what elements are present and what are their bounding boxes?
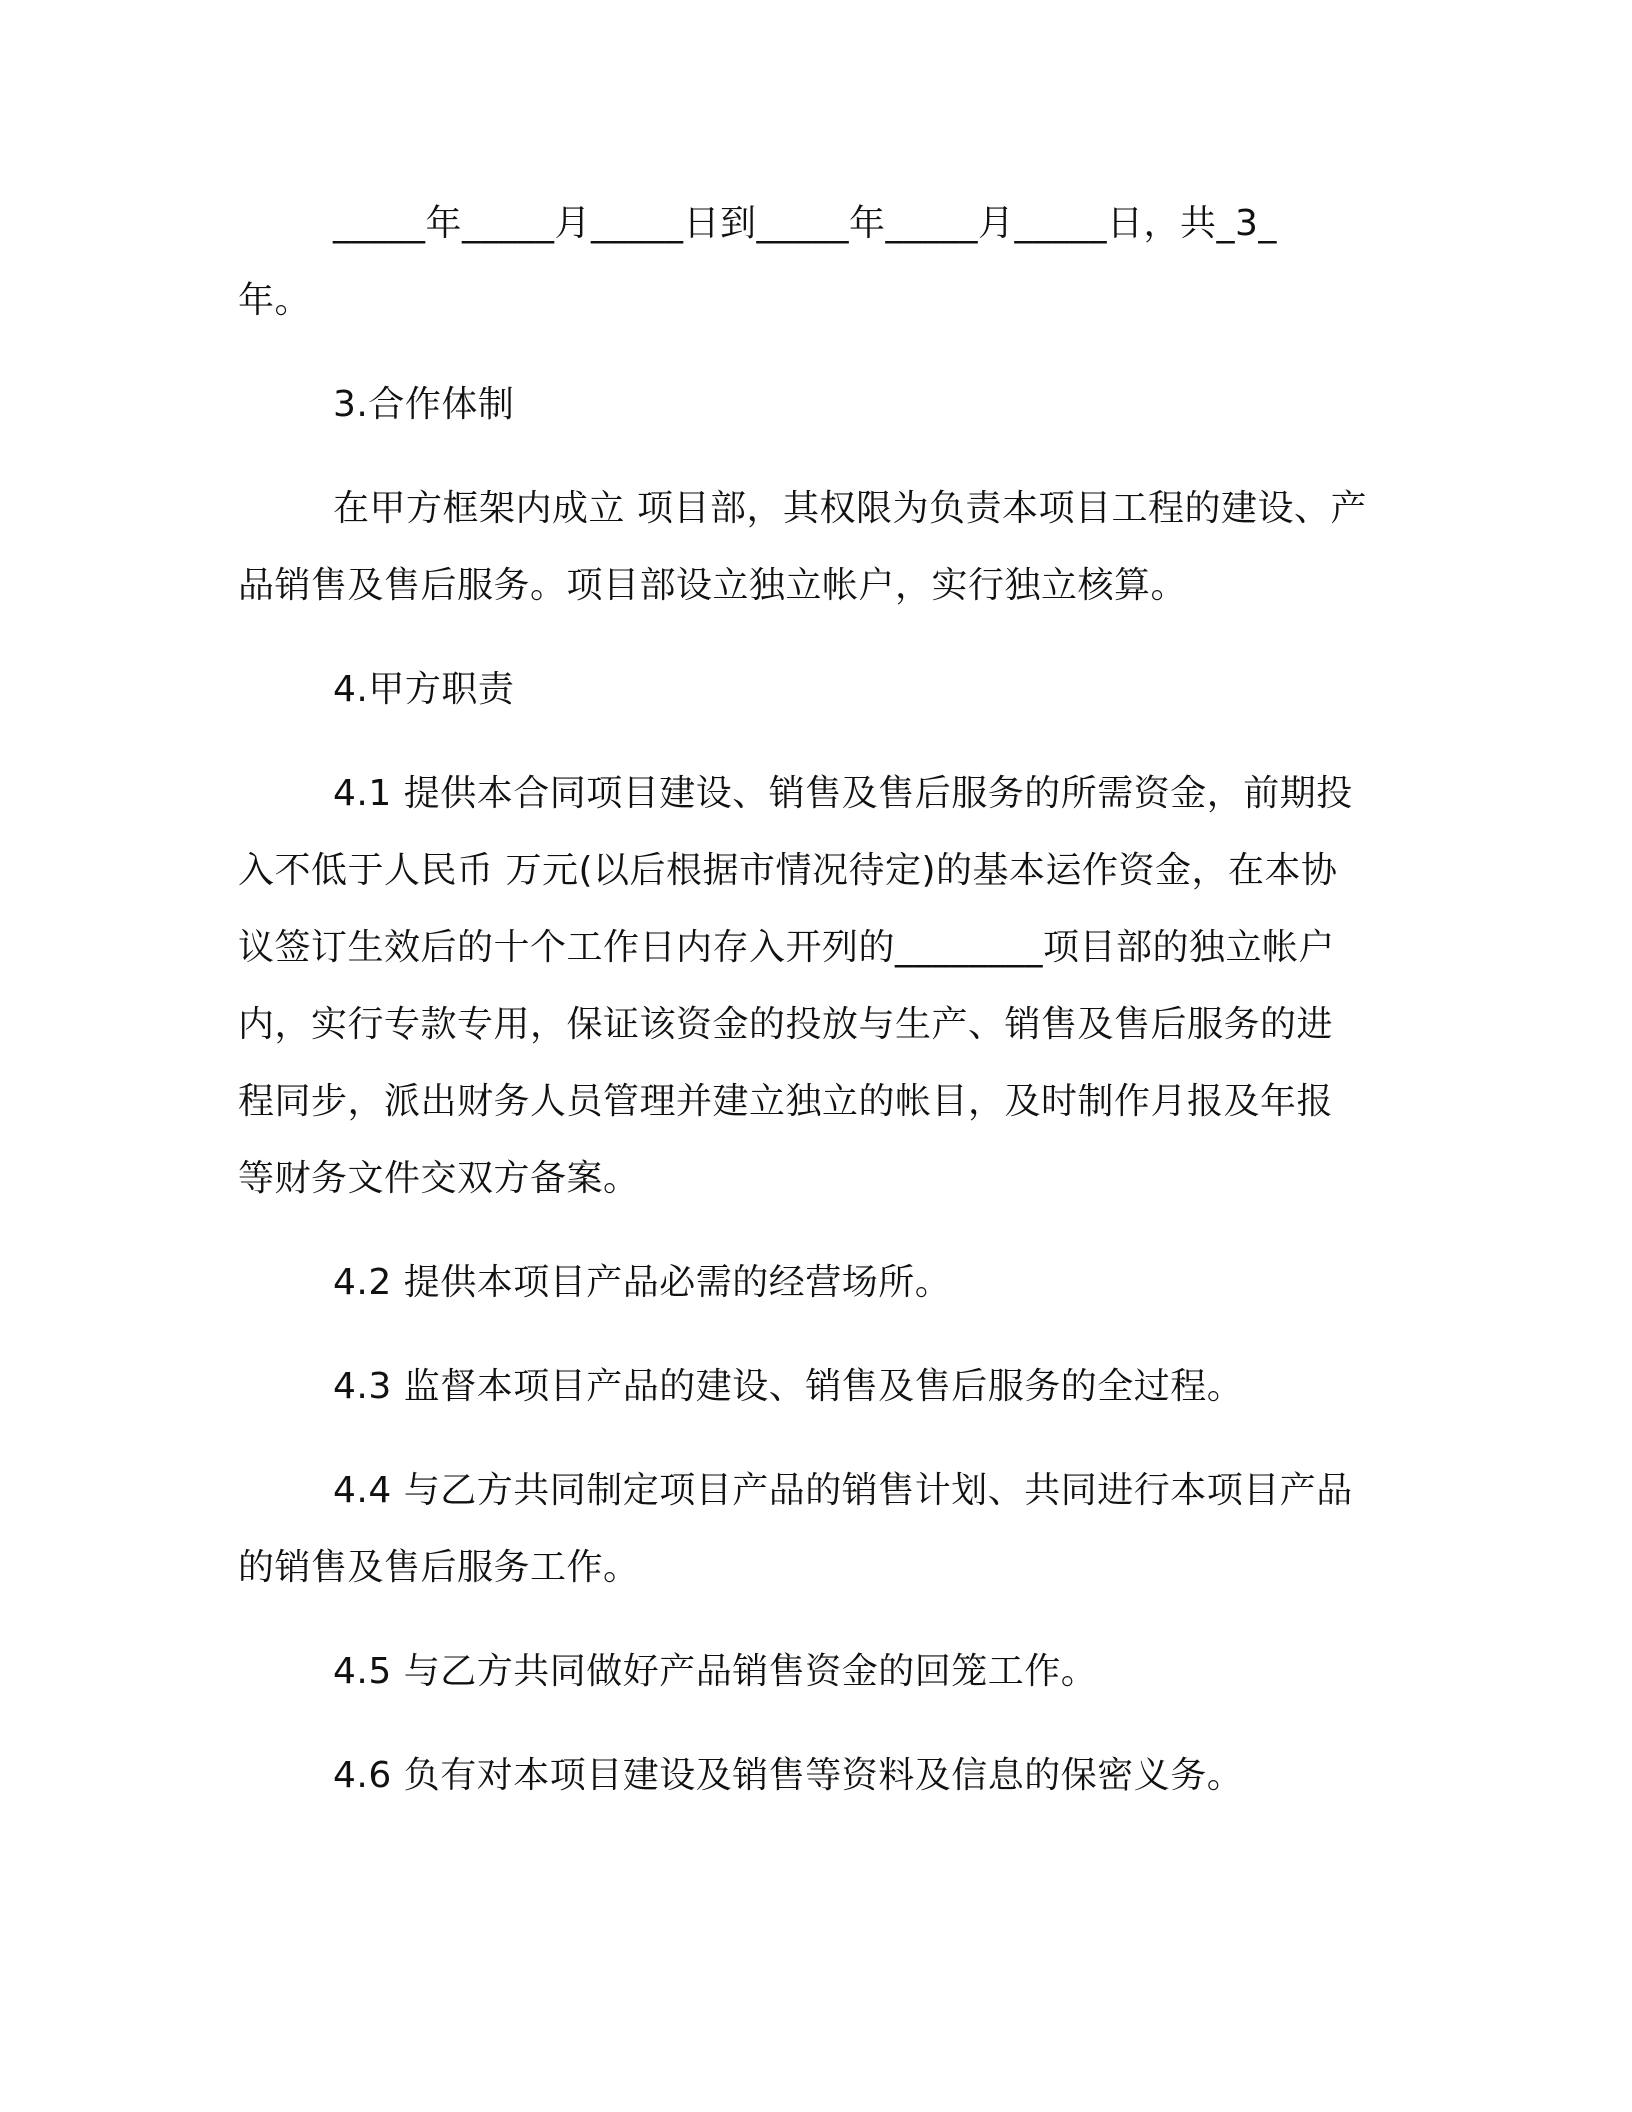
paragraph-term-dates [238,185,1388,339]
heading-text: 3.合作体制 [333,384,515,425]
text-line: 在甲方框架内成立 项目部，其权限为负责本项目工程的建设、产 [333,488,1367,529]
text-line: 4.5 与乙方共同做好产品销售资金的回笼工作。 [333,1651,1098,1692]
text-line: 年。 [238,280,312,321]
text-line: 品销售及售后服务。项目部设立独立帐户，实行独立核算。 [238,565,1188,606]
clause-4-3 [238,1348,1388,1425]
text-line: 程同步，派出财务人员管理并建立独立的帐目，及时制作月报及年报 [238,1081,1334,1122]
clause-4-1 [238,755,1388,1217]
text-line: 的销售及售后服务工作。 [238,1547,640,1588]
section-heading-party-a-duties [238,651,1388,728]
text-line: _____年_____月_____日到_____年_____月_____日，共_3_ [333,203,1277,244]
text-line: 4.2 提供本项目产品必需的经营场所。 [333,1262,952,1303]
text-line: 4.1 提供本合同项目建设、销售及售后服务的所需资金，前期投 [333,773,1353,814]
text-line: 等财务文件交双方备案。 [238,1158,640,1199]
text-line: 4.3 监督本项目产品的建设、销售及售后服务的全过程。 [333,1366,1244,1407]
clause-4-4 [238,1452,1388,1606]
text-line: 4.6 负有对本项目建设及销售等资料及信息的保密义务。 [333,1755,1244,1796]
clause-4-2 [238,1244,1388,1321]
heading-text: 4.甲方职责 [333,669,515,710]
section-heading-cooperation-system [238,366,1388,443]
clause-4-5 [238,1633,1388,1710]
document-body [238,185,1388,1814]
clause-4-6 [238,1737,1388,1814]
text-line: 内，实行专款专用，保证该资金的投放与生产、销售及售后服务的进 [238,1004,1334,1045]
text-line: 4.4 与乙方共同制定项目产品的销售计划、共同进行本项目产品 [333,1470,1353,1511]
text-line: 议签订生效后的十个工作日内存入开列的________项目部的独立帐户 [238,927,1336,968]
paragraph-project-department [238,470,1388,624]
text-line: 入不低于人民币 万元(以后根据市情况待定)的基本运作资金，在本协 [238,850,1338,891]
